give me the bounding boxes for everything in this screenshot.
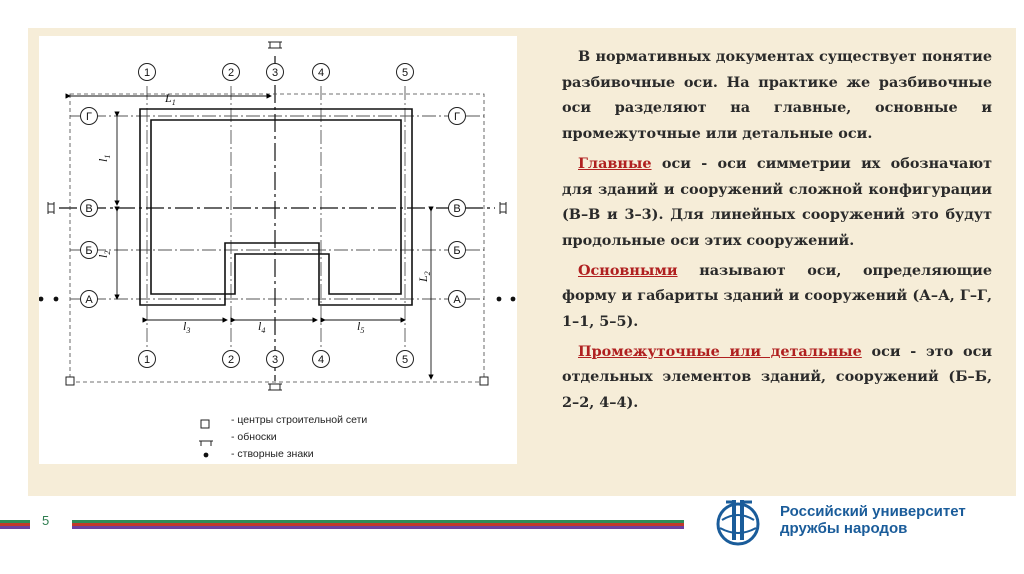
alignment-mark (511, 297, 516, 302)
dim-label-l4: $l_4$ (258, 319, 266, 335)
batter-board (500, 202, 506, 214)
legend-square-symbol (201, 420, 209, 428)
legend-item-alignment-marks: - створные знаки (231, 448, 314, 460)
dim-label-l3: $l_3$ (183, 319, 191, 335)
axis-label-5-bottom: 5 (401, 354, 409, 366)
paragraph-basic-axes (562, 258, 992, 335)
alignment-mark (497, 297, 502, 302)
axes-drawing (39, 36, 517, 464)
dim-label-l2: $l_2$ (96, 250, 112, 258)
axis-label-4-top: 4 (317, 67, 325, 79)
page-number: 5 (42, 513, 50, 528)
term-intermediate-axes: Промежуточные или детальные (578, 342, 862, 360)
paragraph-basic-axes-body: называют оси, определяющие форму и габариты зданий и сооружений (А–А, Г–Г, 1–1, 5–5). (562, 261, 992, 331)
legend-bench-symbol (199, 441, 213, 446)
footer-stripes-right (72, 520, 684, 529)
axis-label-3-bottom: 3 (271, 354, 279, 366)
axis-label-2-bottom: 2 (227, 354, 235, 366)
legend-item-grid-centers: - центры строительной сети (231, 414, 368, 426)
building-outer-wall (140, 109, 412, 305)
alignment-mark (54, 297, 59, 302)
paragraph-intro: В нормативных документах существует понятие разбивочные оси. На практике же разбивочные оси разделяют на главные, основные и промежуточные или детальные оси. (562, 48, 992, 143)
university-logo-icon (708, 496, 770, 548)
axis-label-3-top: 3 (271, 67, 279, 79)
university-name (780, 503, 966, 537)
axis-label-B-right: Б (453, 245, 461, 257)
dim-label-L1: $L_1$ (165, 91, 176, 107)
axis-label-B-left: Б (85, 245, 93, 257)
batter-board (268, 42, 282, 48)
legend-dot-symbol (204, 453, 209, 458)
explanation-text (562, 44, 992, 420)
grid-center-marker (480, 377, 488, 385)
alignment-mark (39, 297, 43, 302)
legend-item-batter-boards: - обноски (231, 431, 277, 443)
axis-label-1-top: 1 (143, 67, 151, 79)
footer-stripes-left (0, 520, 30, 529)
paragraph-intermediate-axes (562, 339, 992, 416)
paragraph-intermediate-axes-body: оси - это оси отдельных элементов зданий, сооружений (Б–Б, 2–2, 4–4). (562, 342, 993, 412)
axis-label-A-left: А (85, 294, 93, 306)
dim-label-L2: $L_2$ (416, 271, 432, 282)
paragraph-main-axes (562, 151, 992, 254)
axis-label-5-top: 5 (401, 67, 409, 79)
term-main-axes: Главные (578, 154, 652, 172)
axis-label-4-bottom: 4 (317, 354, 325, 366)
building-inner-wall (151, 120, 401, 294)
university-name-line2: дружбы народов (780, 520, 908, 537)
university-name-line1: Российский университет (780, 503, 966, 520)
axis-label-A-right: А (453, 294, 461, 306)
axis-label-2-top: 2 (227, 67, 235, 79)
dim-label-l1: $l_1$ (96, 154, 112, 162)
construction-grid-outline (70, 94, 484, 382)
axis-label-G-left: Г (86, 111, 92, 123)
axis-label-V-left: В (85, 203, 93, 215)
axis-label-G-right: Г (454, 111, 460, 123)
paragraph-main-axes-body: оси - оси симметрии их обозначают для зданий и сооружений сложной конфигурации (В–В и 3–3). Для линейных сооружений это будут продольные оси этих сооружений. (562, 154, 992, 249)
batter-board (48, 202, 54, 214)
grid-center-marker (66, 377, 74, 385)
term-basic-axes: Основными (578, 261, 678, 279)
axes-diagram (39, 36, 517, 464)
axis-label-1-bottom: 1 (143, 354, 151, 366)
dim-label-l5: $l_5$ (357, 319, 365, 335)
axis-label-V-right: В (453, 203, 461, 215)
batter-board (268, 384, 282, 390)
